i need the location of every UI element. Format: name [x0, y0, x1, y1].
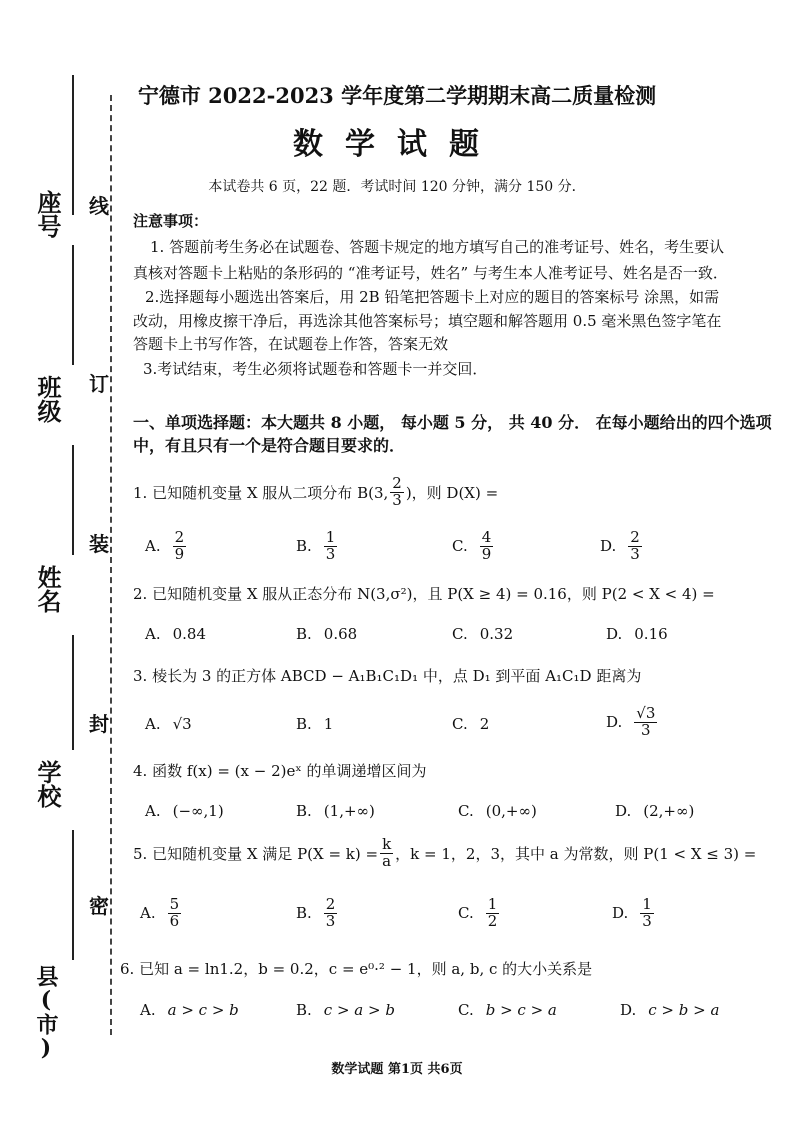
question-6: 6. 已知 a = ln1.2，b = 0.2，c = e⁰·² − 1，则 a, b, c 的大小关系是	[120, 960, 593, 978]
option-text: 0.68	[323, 625, 358, 643]
fraction-numerator: k	[382, 835, 392, 853]
option-fraction	[173, 530, 187, 563]
q5-option-d	[612, 897, 654, 930]
option-label: D.	[612, 904, 629, 923]
fraction-numerator: √3	[636, 704, 656, 722]
fraction-numerator: 1	[325, 528, 336, 546]
q6-option-a	[140, 1001, 239, 1019]
option-label: C.	[452, 625, 468, 643]
q1-stem-post: )，则 D(X) =	[405, 483, 499, 502]
option-label: A.	[140, 1001, 156, 1019]
subject-title: 数学试题	[293, 127, 501, 162]
option-label: D.	[620, 1001, 637, 1019]
fraction-denominator: 9	[174, 544, 185, 563]
q4-option-c	[458, 802, 537, 820]
q5-stem-pre: 5. 已知随机变量 X 满足 P(X = k) =	[133, 844, 379, 863]
q4-option-d	[615, 802, 694, 820]
q6-option-c	[458, 1001, 557, 1019]
option-label: B.	[296, 625, 312, 643]
option-fraction	[480, 530, 494, 563]
option-fraction	[324, 530, 338, 563]
option-label: C.	[458, 802, 474, 820]
option-text: c > b > a	[648, 1001, 720, 1019]
option-label: A.	[145, 802, 161, 820]
note-line: 答题卡上书写作答，在试题卷上作答，答案无效	[133, 335, 449, 353]
option-label: B.	[296, 537, 312, 556]
seal-mark-zhuang: 装	[89, 532, 109, 556]
fraction-denominator: 3	[392, 490, 402, 509]
fraction-denominator: 3	[642, 911, 652, 930]
q5-option-c	[458, 897, 499, 930]
seal-mark-mi: 密	[89, 894, 109, 918]
field-county: 县(市)	[33, 965, 59, 1061]
q5-fraction	[380, 837, 393, 870]
option-label: D.	[615, 802, 632, 820]
fraction-numerator: 4	[481, 528, 492, 546]
question-2: 2. 已知随机变量 X 服从正态分布 N(3,σ²)，且 P(X ≥ 4) = 0.16，则 P(2 < X < 4) =	[133, 585, 715, 603]
note-line: 改动，用橡皮擦干净后，再选涂其他答案标号；填空题和解答题用 0.5 毫米黑色签字笔在	[133, 312, 722, 330]
option-text: 2	[479, 715, 490, 733]
fraction-denominator: 2	[487, 911, 498, 930]
q3-option-c	[452, 715, 489, 733]
q6-option-b	[296, 1001, 395, 1019]
option-text: (2,+∞)	[643, 802, 695, 820]
option-text: (0,+∞)	[485, 802, 537, 820]
fraction-denominator: 6	[169, 911, 180, 930]
seal-mark-xian: 线	[89, 194, 109, 218]
blank-line-name	[72, 445, 74, 555]
option-text: c > a > b	[323, 1001, 395, 1019]
q2-option-d	[606, 625, 668, 643]
q1-option-a	[145, 530, 186, 563]
fraction-numerator: 2	[630, 528, 640, 546]
fraction-denominator: 3	[325, 911, 336, 930]
field-seat-number: 座号	[33, 190, 62, 238]
question-4: 4. 函数 f(x) = (x − 2)eˣ 的单调递增区间为	[133, 762, 427, 780]
fraction-numerator: 1	[642, 895, 652, 913]
blank-line-school	[72, 635, 74, 750]
fraction-denominator: 9	[481, 544, 492, 563]
option-label: D.	[600, 537, 617, 556]
option-label: B.	[296, 715, 312, 733]
option-label: C.	[452, 537, 468, 556]
q6-option-d	[620, 1001, 719, 1019]
exam-title: 宁德市 2022-2023 学年度第二学期期末高二质量检测	[137, 83, 657, 108]
option-label: C.	[458, 1001, 474, 1019]
section-heading-line2: 中，有且只有一个是符合题目要求的．	[133, 436, 406, 455]
note-line: 1. 答题前考生务必在试题卷、答题卡规定的地方填写自己的准考证号、姓名，考生要认	[150, 238, 725, 256]
q1-option-b	[296, 530, 337, 563]
option-fraction	[486, 897, 500, 930]
note-line: 真核对答题卡上粘贴的条形码的 “准考证号，姓名” 与考生本人准考证号、姓名是否一致．	[133, 264, 728, 282]
q1-fraction	[390, 476, 404, 509]
option-text: b > c > a	[485, 1001, 557, 1019]
section-heading-line1: 一、单项选择题：本大题共 8 小题， 每小题 5 分， 共 40 分． 在每小题给出的四个选项	[133, 413, 772, 432]
option-label: D.	[606, 713, 623, 732]
question-5	[133, 837, 756, 870]
fraction-denominator: a	[382, 851, 392, 870]
seal-mark-ding: 订	[89, 372, 109, 396]
field-name: 姓名	[33, 565, 62, 613]
option-fraction	[324, 897, 338, 930]
q4-option-b	[296, 802, 375, 820]
option-label: B.	[296, 1001, 312, 1019]
page-footer: 数学试题 第1页 共6页	[331, 1062, 463, 1077]
note-line: 3.考试结束，考生必须将试题卷和答题卡一并交回．	[143, 360, 488, 378]
option-fraction	[168, 897, 182, 930]
q5-option-a	[140, 897, 181, 930]
option-label: B.	[296, 802, 312, 820]
q5-option-b	[296, 897, 337, 930]
option-text: 1	[323, 715, 334, 733]
option-text: 0.32	[479, 625, 514, 643]
option-text: (1,+∞)	[323, 802, 375, 820]
option-label: A.	[140, 904, 156, 923]
option-fraction	[640, 897, 654, 930]
seal-mark-feng: 封	[89, 712, 109, 736]
option-text: 0.84	[172, 625, 207, 643]
binding-dashed-line	[110, 95, 112, 1035]
q2-option-a	[145, 625, 206, 643]
q3-option-d	[606, 706, 657, 739]
option-label: D.	[606, 625, 623, 643]
option-label: A.	[145, 537, 161, 556]
fraction-numerator: 1	[487, 895, 498, 913]
q2-option-b	[296, 625, 357, 643]
option-label: A.	[145, 715, 161, 733]
q3-option-b	[296, 715, 333, 733]
exam-info: 本试卷共 6 页，22 题．考试时间 120 分钟，满分 150 分．	[208, 179, 586, 195]
question-1	[133, 476, 498, 509]
fraction-denominator: 3	[630, 544, 640, 563]
option-text: √3	[172, 715, 192, 733]
q5-stem-post: ，k = 1，2，3，其中 a 为常数，则 P(1 < X ≤ 3) =	[395, 844, 757, 863]
blank-line-class	[72, 245, 74, 365]
fraction-denominator: 3	[325, 544, 336, 563]
option-fraction	[628, 530, 642, 563]
q2-option-c	[452, 625, 513, 643]
option-label: C.	[458, 904, 474, 923]
question-3: 3. 棱长为 3 的正方体 ABCD − A₁B₁C₁D₁ 中，点 D₁ 到平面 A₁C₁D 距离为	[133, 667, 642, 685]
q4-option-a	[145, 802, 224, 820]
option-text: 0.16	[634, 625, 668, 643]
fraction-denominator: 3	[641, 720, 651, 739]
note-line: 2.选择题每小题选出答案后，用 2B 铅笔把答题卡上对应的题目的答案标号 涂黑，如需	[145, 288, 720, 306]
field-school: 学校	[33, 760, 62, 808]
fraction-numerator: 2	[392, 474, 402, 492]
option-fraction	[634, 706, 657, 739]
option-text: a > c > b	[167, 1001, 239, 1019]
q3-option-a	[145, 715, 192, 733]
option-label: C.	[452, 715, 468, 733]
q1-option-d	[600, 530, 642, 563]
notes-heading: 注意事项：	[133, 212, 209, 230]
fraction-numerator: 2	[174, 528, 185, 546]
fraction-numerator: 2	[325, 895, 336, 913]
q1-option-c	[452, 530, 493, 563]
q1-stem-pre: 1. 已知随机变量 X 服从二项分布 B(3,	[133, 483, 389, 502]
blank-line-county	[72, 830, 74, 960]
option-label: B.	[296, 904, 312, 923]
field-class: 班级	[33, 375, 62, 423]
option-label: A.	[145, 625, 161, 643]
option-text: (−∞,1)	[172, 802, 224, 820]
fraction-numerator: 5	[169, 895, 180, 913]
